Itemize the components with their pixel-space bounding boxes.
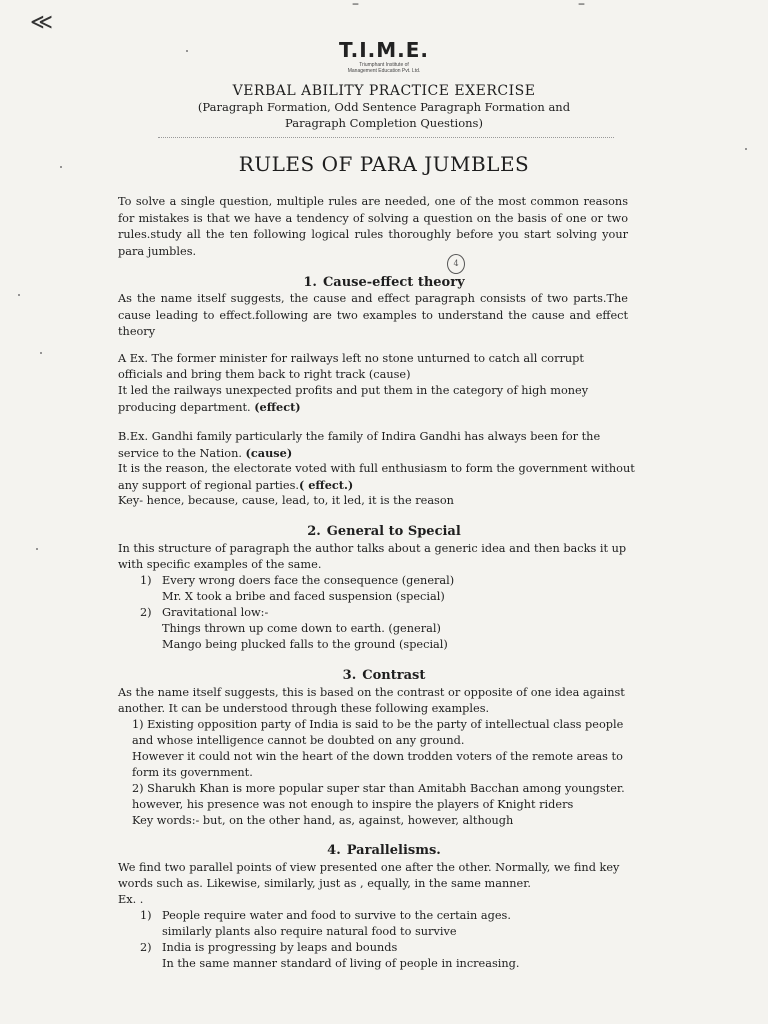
list-item: similarly plants also require natural food to survive [162,925,457,938]
list-item: People require water and food to survive to the certain ages. [162,909,511,922]
scan-speck [745,148,747,150]
logo-name: T.I.M.E. [338,38,429,62]
page-title: RULES OF PARA JUMBLES [238,152,530,176]
list-number: 1) [140,909,152,922]
scan-mark-icon: – [352,0,359,12]
divider [158,137,614,138]
list-item: India is progressing by leaps and bounds [162,941,398,954]
scan-speck [18,294,20,296]
example-line: It is the reason, the electorate voted with full enthusiasm to form the government without [118,462,635,475]
section-description: As the name itself suggests, the cause and effect paragraph consists of two parts.The cause leading to effect.following are two examples to understand the cause and effect theory [118,292,628,338]
section-description: words such as. Likewise, similarly, just as , equally, in the same manner. [118,877,531,890]
example-label: Ex. . [118,893,144,906]
scan-speck [186,50,188,52]
example-line: form its government. [132,766,253,779]
section-description: In this structure of paragraph the author talks about a generic idea and then backs it up [118,542,627,555]
example-line: producing department. (effect) [118,400,301,414]
section-heading: 2. General to Special [307,524,461,539]
list-item: Mango being plucked falls to the ground (special) [162,638,448,651]
list-item: Mr. X took a bribe and faced suspension (special) [162,590,445,603]
corner-scribble-icon: ≪ [30,10,54,35]
logo-tagline: Triumphant Institute of [359,62,409,68]
example-line: 1) Existing opposition party of India is said to be the party of intellectual class people [132,718,624,731]
scan-speck [36,548,38,550]
scan-mark-icon: – [578,0,585,12]
example-line: B.Ex. Gandhi family particularly the family of Indira Gandhi has always been for the [118,430,601,443]
section-description: We find two parallel points of view presented one after the other. Normally, we find key [118,861,620,874]
section-description: As the name itself suggests, this is based on the contrast or opposite of one idea against [118,686,625,699]
scan-speck [40,352,42,354]
list-number: 2) [140,606,152,619]
list-item: Things thrown up come down to earth. (general) [162,622,441,635]
exercise-subtitle: (Paragraph Formation, Odd Sentence Paragraph Formation and [197,100,571,114]
example-line: It led the railways unexpected profits and put them in the category of high money [118,384,589,397]
example-line: A Ex. The former minister for railways left no stone unturned to catch all corrupt [118,352,584,365]
example-line: service to the Nation. (cause) [118,446,293,460]
list-item: In the same manner standard of living of people in increasing. [162,957,520,970]
logo-tagline: Management Education Pvt. Ltd. [347,68,421,74]
section-heading: 3. Contrast [342,668,426,683]
intro-paragraph: To solve a single question, multiple rules are needed, one of the most common reasons for mistakes is that we have a tendency of solving a question on the basis of one or two rules.study all the ten following logical rules thoroughly before you start solving your para jumbles. [118,195,628,258]
section-description: another. It can be understood through these following examples. [118,702,490,715]
time-logo [0,38,768,74]
exercise-subtitle: Paragraph Completion Questions) [285,116,483,130]
section-description: with specific examples of the same. [118,558,322,571]
section-heading: 1. Cause-effect theory [303,275,465,290]
key-words: Key- hence, because, cause, lead, to, it led, it is the reason [118,494,454,507]
key-words: Key words:- but, on the other hand, as, against, however, although [132,814,514,827]
circled-number: 4 [447,254,465,274]
list-item: Every wrong doers face the consequence (general) [162,574,455,587]
scan-speck [60,166,62,168]
list-item: Gravitational low:- [162,606,269,619]
example-line: officials and bring them back to right track (cause) [118,368,411,381]
example-line: any support of regional parties.( effect.) [118,478,354,492]
example-line: however, his presence was not enough to inspire the players of Knight riders [132,798,574,811]
section-heading: 4. Parallelisms. [327,843,441,858]
example-line: and whose intelligence cannot be doubted on any ground. [132,734,465,747]
example-line: However it could not win the heart of the down trodden voters of the remote areas to [132,750,623,763]
list-number: 1) [140,574,152,587]
example-line: 2) Sharukh Khan is more popular super star than Amitabh Bacchan among youngster. [132,782,625,795]
list-number: 2) [140,941,152,954]
exercise-title: VERBAL ABILITY PRACTICE EXERCISE [232,83,536,99]
